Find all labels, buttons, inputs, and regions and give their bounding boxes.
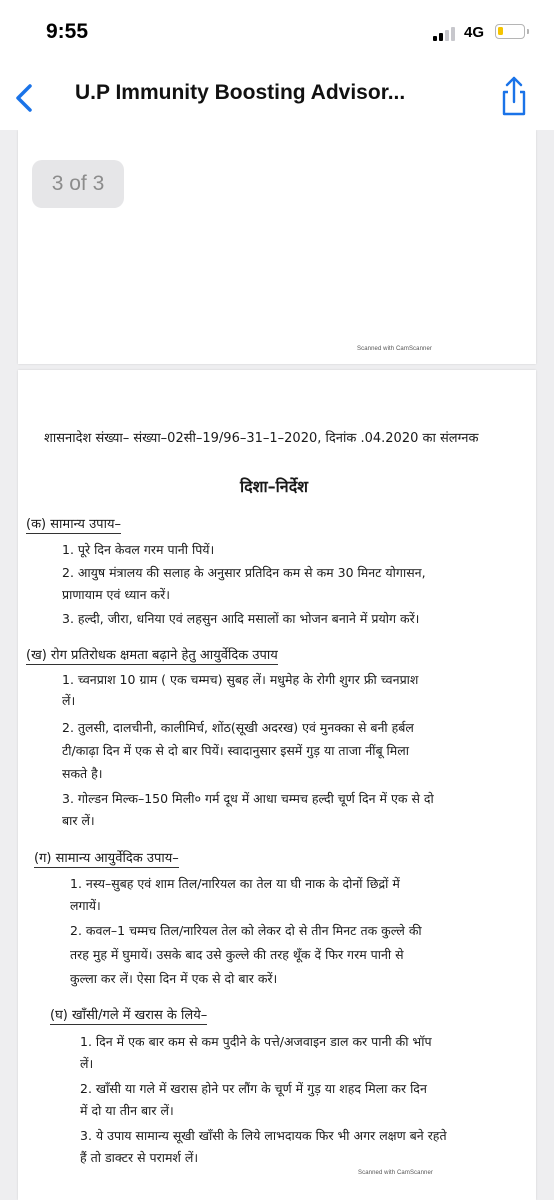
document-line: सकते है।: [62, 766, 103, 781]
cellular-signal-icon: [433, 27, 457, 41]
document-line: में दो या तीन बार लें।: [80, 1103, 174, 1118]
section-heading: (ख) रोग प्रतिरोधक क्षमता बढ़ाने हेतु आयुर्वेदिक उपाय: [26, 648, 278, 663]
document-line: 1. दिन में एक बार कम से कम पुदीने के पत्ते/अजवाइन डाल कर पानी की भॉप: [80, 1034, 432, 1049]
document-line: हैं तो डाक्टर से परामर्श लें।: [80, 1150, 199, 1165]
navigation-bar: [0, 64, 554, 130]
section-heading: (ग) सामान्य आयुर्वेदिक उपाय–: [34, 851, 179, 866]
document-line: लगायें।: [70, 898, 101, 913]
scanner-watermark: Scanned with CamScanner: [358, 1170, 434, 1176]
battery-level: [498, 27, 503, 35]
section-heading: (घ) खाँसी/गले में खरास के लिये–: [50, 1008, 208, 1023]
section-heading: (क) सामान्य उपाय–: [26, 517, 121, 532]
document-line: 2. कवल–1 चम्मच तिल/नारियल तेल को लेकर दो से तीन मिनट तक कुल्ले की: [70, 923, 422, 938]
document-line: लें।: [80, 1056, 94, 1071]
document-line: कुल्ला कर लें। ऐसा दिन में एक से दो बार करें।: [70, 971, 278, 986]
share-icon: [492, 72, 536, 120]
document-line: 2. आयुष मंत्रालय की सलाह के अनुसार प्रतिदिन कम से कम 30 मिनट योगासन,: [62, 565, 426, 580]
document-reference: शासनादेश संख्या– संख्या–02सी–19/96–31–1–2020, दिनांक .04.2020 का संलग्नक: [44, 431, 479, 446]
document-line: 3. हल्दी, जीरा, धनिया एवं लहसुन आदि मसालों का भोजन बनाने में प्रयोग करें।: [62, 611, 420, 626]
document-viewer[interactable]: [0, 130, 554, 1200]
battery-icon: [495, 24, 525, 39]
document-line: प्राणायाम एवं ध्यान करें।: [62, 587, 170, 602]
document-line: 2. खाँसी या गले में खरास होने पर लौंग के चूर्ण में गुड़ या शहद मिला कर दिन: [80, 1081, 427, 1096]
status-bar: [0, 0, 554, 64]
document-line: 1. नस्य–सुबह एवं शाम तिल/नारियल का तेल या घी नाक के दोनों छिद्रों में: [70, 876, 400, 891]
scanner-watermark: Scanned with CamScanner: [357, 346, 433, 352]
status-time: 9:55: [46, 20, 89, 43]
document-line: टी/काढ़ा दिन में एक से दो बार पियें। स्वादानुसार इसमें गुड़ या ताजा नींबू मिला: [62, 743, 409, 758]
document-line: तरह मुह में घुमायें। उसके बाद उसे कुल्ले की तरह थूँक दें फिर गरम पानी से: [70, 947, 404, 962]
back-button[interactable]: [4, 76, 48, 120]
document-title: U.P Immunity Boosting Advisor...: [75, 81, 406, 104]
document-line: लें।: [62, 693, 76, 708]
document-line: 1. च्वनप्राश 10 ग्राम ( एक चम्मच) सुबह लें। मधुमेह के रोगी शुगर फ्री च्वनप्राश: [62, 672, 419, 687]
page-counter: 3 of 3: [32, 160, 124, 208]
document-line: 1. पूरे दिन केवल गरम पानी पियें।: [62, 542, 215, 557]
document-page: [18, 370, 536, 1200]
document-line: 3. गोल्डन मिल्क–150 मिली० गर्म दूध में आधा चम्मच हल्दी चूर्ण दिन में एक से दो: [62, 791, 434, 806]
share-button[interactable]: [492, 72, 536, 120]
document-heading: दिशा–निर्देश: [240, 477, 309, 496]
document-line: बार लें।: [62, 813, 95, 828]
battery-cap: [527, 29, 529, 34]
document-line: 3. ये उपाय सामान्य सूखी खाँसी के लिये लाभदायक फिर भी अगर लक्षण बने रहते: [80, 1128, 447, 1143]
chevron-left-icon: [4, 76, 48, 120]
document-line: 2. तुलसी, दालचीनी, कालीमिर्च, शोंठ(सूखी अदरख) एवं मुनक्का से बनी हर्बल: [62, 720, 414, 735]
network-type: 4G: [464, 24, 485, 41]
